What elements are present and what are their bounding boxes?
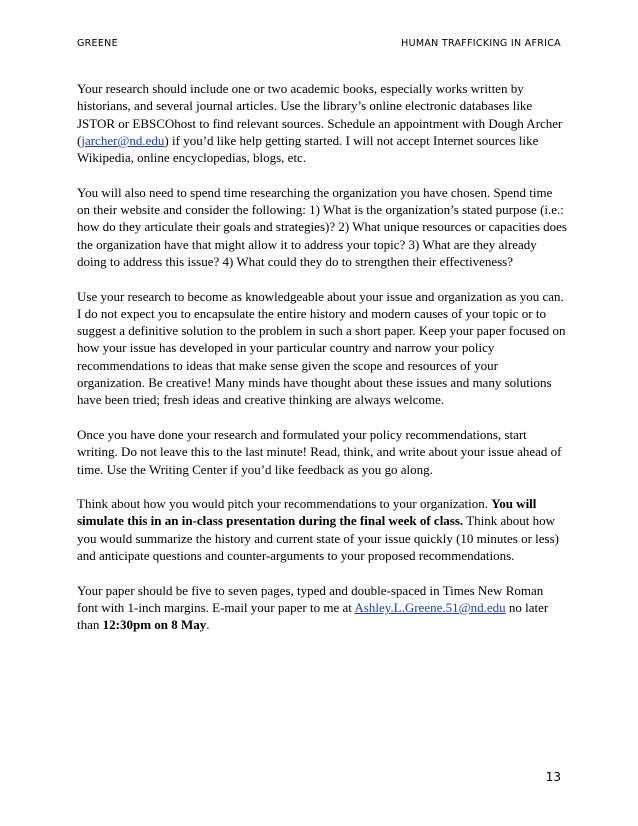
paragraph-organization-research: You will also need to spend time researching the organization you have chosen. Spend time on their website and consider the following: 1) What is the organization’s stated purpose (i.e.: how do they articulate their goals and strategies)? 2) What unique resources or capacities does the organization have that might allow it to address your topic? 3) What are they already doing to address this issue? 4) What could they do to strengthen their effectiveness? bbox=[77, 184, 567, 269]
document-body bbox=[77, 80, 567, 651]
paragraph-research-sources bbox=[77, 80, 567, 166]
p1-text-start: Your research should include one or two academic books, especially works written by historians, and several journal articles. Use the library’s online electronic databases like JSTOR or EBSCOhost to find relevant sources. Schedule an appointment with Dough Archer ( bbox=[77, 81, 563, 148]
instructor-email-link[interactable]: Ashley.L.Greene.51@nd.edu bbox=[354, 599, 506, 615]
librarian-email-link[interactable]: jarcher@nd.edu bbox=[81, 132, 165, 148]
p6-text-start: Your paper should be five to seven pages, typed and double-spaced in Times New Roman font with 1-inch margins. E-mail your paper to me at bbox=[77, 582, 544, 615]
page-number: 13 bbox=[545, 770, 561, 784]
paragraph-writing: Once you have done your research and formulated your policy recommendations, start writing. Do not leave this to the last minute! Read, think, and write about your issue ahead of time. Use the Writing Center if you’d like feedback as you go along. bbox=[77, 426, 562, 477]
p6-text-mid: no later than bbox=[77, 599, 549, 633]
p5-text-start: Think about how you would pitch your recommendations to your organization. bbox=[77, 496, 492, 512]
header-author: GREENE bbox=[77, 38, 118, 49]
page-header bbox=[77, 38, 561, 49]
header-title: HUMAN TRAFFICKING IN AFRICA bbox=[401, 38, 561, 49]
p5-bold-presentation: You will simulate this in an in-class presentation during the final week of class. bbox=[77, 496, 537, 529]
p6-deadline: 12:30pm on 8 May bbox=[102, 617, 207, 633]
paragraph-presentation bbox=[77, 495, 567, 564]
paragraph-paper-format bbox=[77, 582, 567, 634]
paragraph-knowledge: Use your research to become as knowledgeable about your issue and organization as you can. I do not expect you to encapsulate the entire history and modern causes of your topic or to suggest a definitive solution to the problem in such a short paper. Keep your paper focused on how your issue has developed in your particular country and narrow your policy recommendations to ideas that make sense given the scope and resources of your organization. Be creative! Many minds have thought about these issues and many solutions have been tried; fresh ideas and creative thinking are always welcome. bbox=[77, 288, 566, 408]
p1-text-end: ) if you’d like help getting started. I will not accept Internet sources like Wikipedia, online encyclopedias, blogs, etc. bbox=[77, 132, 539, 166]
p6-text-end: . bbox=[206, 617, 210, 633]
p5-text-end: Think about how you would summarize the history and current state of your issue quickly (10 minutes or less) and anticipate questions and counter-arguments to your proposed recommendations. bbox=[77, 513, 559, 564]
